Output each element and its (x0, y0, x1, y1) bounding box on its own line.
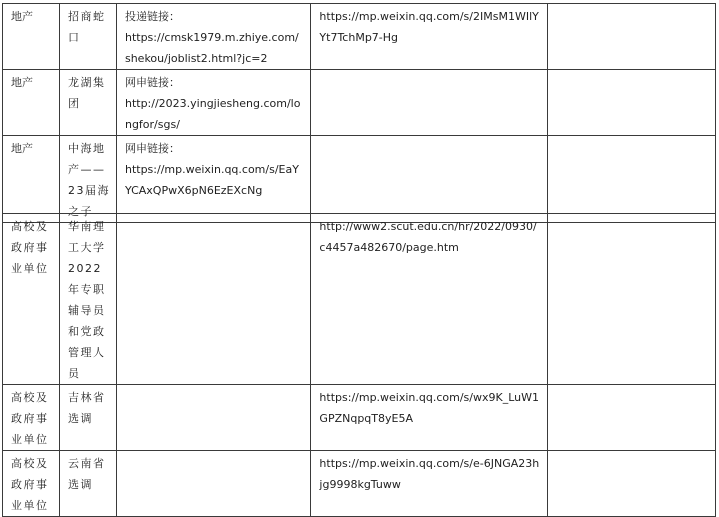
table-row (3, 214, 716, 385)
organization-cell: 华南理工大学2022年专职辅导员和党政管理人员 (59, 214, 116, 385)
apply-link-label: 网申链接： (124, 76, 180, 89)
organization-cell: 龙湖集团 (59, 70, 116, 136)
apply-link-cell (116, 70, 310, 136)
apply-link-cell (116, 214, 310, 385)
category-cell: 地产 (3, 70, 60, 136)
info-link-cell (311, 4, 548, 70)
apply-link-url[interactable]: https://mp.weixin.qq.com/s/EaYYCAxQPwX6pN6EzEXcNg (124, 163, 299, 197)
table-row (3, 385, 716, 451)
table-row (3, 136, 716, 223)
extra-cell (548, 451, 716, 517)
recruitment-table-real-estate (2, 3, 716, 223)
extra-cell (548, 136, 716, 223)
info-link-cell (311, 70, 548, 136)
info-link-url[interactable]: http://www2.scut.edu.cn/hr/2022/0930/c4457a482670/page.htm (319, 220, 537, 254)
organization-cell: 招商蛇口 (59, 4, 116, 70)
apply-link-url[interactable]: https://cmsk1979.m.zhiye.com/shekou/joblist2.html?jc=2 (124, 31, 299, 65)
apply-link-cell (116, 451, 310, 517)
apply-link-label: 投递链接： (124, 10, 180, 23)
apply-link-url[interactable]: http://2023.yingjiesheng.com/longfor/sgs/ (124, 97, 301, 131)
extra-cell (548, 385, 716, 451)
info-link-cell (311, 385, 548, 451)
extra-cell (548, 4, 716, 70)
info-link-url[interactable]: https://mp.weixin.qq.com/s/2IMsM1WIlYYt7TchMp7-Hg (319, 10, 539, 44)
apply-link-cell (116, 4, 310, 70)
apply-link-cell (116, 136, 310, 223)
category-cell: 高校及政府事业单位 (3, 385, 60, 451)
category-cell: 高校及政府事业单位 (3, 451, 60, 517)
extra-cell (548, 214, 716, 385)
organization-cell: 中海地产——23届海之子 (59, 136, 116, 223)
info-link-cell (311, 214, 548, 385)
extra-cell (548, 70, 716, 136)
info-link-url[interactable]: https://mp.weixin.qq.com/s/wx9K_LuW1GPZNqpqT8yE5A (319, 391, 539, 425)
table-row (3, 70, 716, 136)
organization-cell: 吉林省选调 (59, 385, 116, 451)
info-link-cell (311, 136, 548, 223)
table-row (3, 4, 716, 70)
recruitment-table-public-sector (2, 213, 716, 517)
table-row (3, 451, 716, 517)
category-cell: 地产 (3, 136, 60, 223)
apply-link-label: 网申链接： (124, 142, 180, 155)
info-link-cell (311, 451, 548, 517)
info-link-url[interactable]: https://mp.weixin.qq.com/s/e-6JNGA23hjg9998kgTuww (319, 457, 540, 491)
organization-cell: 云南省选调 (59, 451, 116, 517)
category-cell: 地产 (3, 4, 60, 70)
apply-link-cell (116, 385, 310, 451)
category-cell: 高校及政府事业单位 (3, 214, 60, 385)
